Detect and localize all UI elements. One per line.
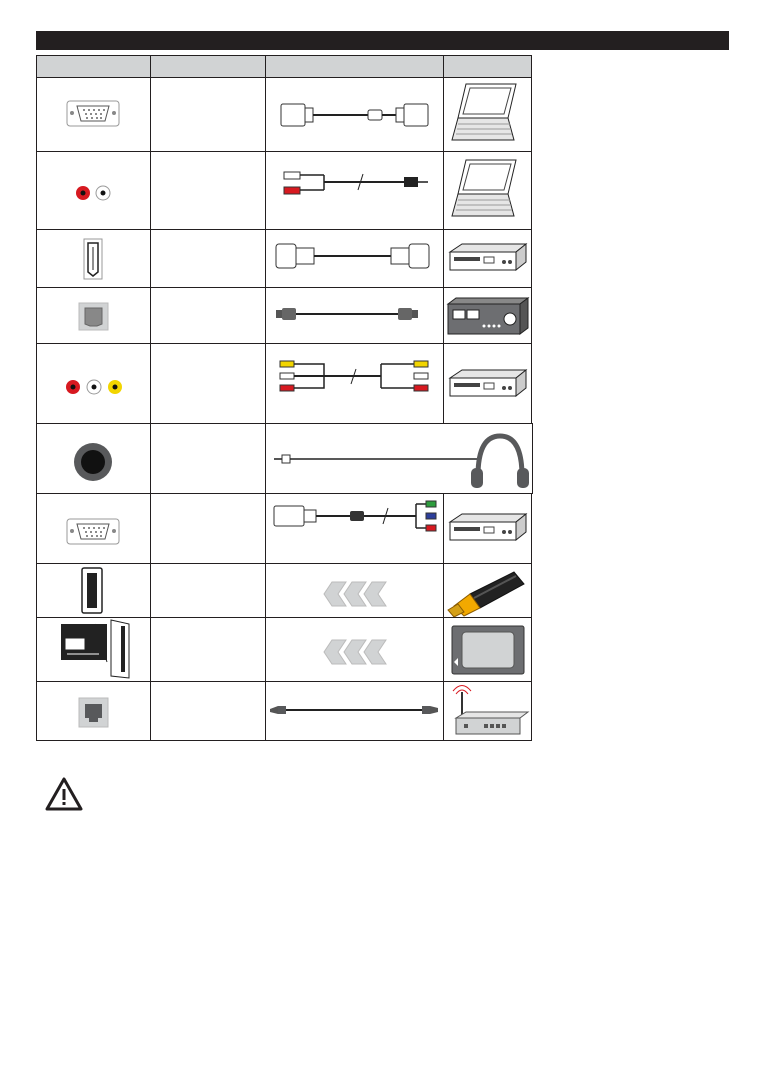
vga-to-component-cable-icon — [266, 494, 443, 563]
table-row-type — [150, 563, 266, 618]
table-row-type — [150, 423, 266, 494]
table-row-cable — [265, 287, 444, 344]
warning-note — [44, 776, 84, 812]
table-row-device — [443, 493, 532, 564]
rca-av-cable-icon — [266, 344, 443, 423]
table-row-device — [443, 343, 532, 424]
table-row-connector — [36, 493, 151, 564]
usb-flash-drive-icon — [444, 564, 531, 617]
wireless-router-icon — [444, 682, 531, 740]
laptop-icon — [444, 78, 531, 151]
table-row-type — [150, 77, 266, 152]
usb-port-icon — [37, 564, 150, 617]
table-row-connector — [36, 77, 151, 152]
table-row-cable — [265, 151, 444, 230]
vga-cable-icon — [266, 78, 443, 151]
table-row-connector — [36, 617, 151, 682]
column-header-cables — [265, 55, 444, 78]
column-header-type — [150, 55, 266, 78]
vga-port-icon — [37, 494, 150, 563]
table-row-device — [443, 287, 532, 344]
column-header-device — [443, 55, 532, 78]
connection-table — [36, 55, 533, 741]
table-row-connector — [36, 287, 151, 344]
rca-to-jack-cable-icon — [266, 152, 443, 229]
composite-av-inputs-icon — [37, 344, 150, 423]
optical-spdif-port-icon — [37, 288, 150, 343]
table-row-device — [443, 617, 532, 682]
header-bar — [36, 31, 729, 50]
audio-amplifier-icon — [444, 288, 531, 343]
table-row-cable — [265, 617, 444, 682]
dvd-recorder-icon — [444, 344, 531, 423]
warning-triangle-icon — [44, 776, 84, 812]
insert-arrows-icon — [266, 618, 443, 681]
table-row-device — [443, 563, 532, 618]
table-row-cable — [265, 681, 444, 741]
table-row-type — [150, 493, 266, 564]
table-row-connector — [36, 563, 151, 618]
hdmi-port-icon — [37, 230, 150, 287]
hdmi-cable-icon — [266, 230, 443, 287]
table-row-device — [443, 151, 532, 230]
table-row-connector — [36, 681, 151, 741]
table-row-device — [443, 229, 532, 288]
column-header-connector — [36, 55, 151, 78]
table-row-type — [150, 681, 266, 741]
table-row-device — [443, 681, 532, 741]
ethernet-port-icon — [37, 682, 150, 740]
table-row-connector — [36, 229, 151, 288]
optical-audio-cable-icon — [266, 288, 443, 343]
table-row-type — [150, 229, 266, 288]
insert-arrows-icon — [266, 564, 443, 617]
table-row-device — [443, 77, 532, 152]
ci-slot-tv-icon — [37, 618, 150, 681]
table-row-cable — [265, 493, 444, 564]
dvd-recorder-icon — [444, 230, 531, 287]
table-row-connector — [36, 423, 151, 494]
headphone-jack-icon — [37, 424, 150, 493]
headphone-cable-icon — [266, 424, 532, 493]
table-row-cable — [265, 423, 533, 494]
headphones-icon — [471, 436, 529, 488]
table-row-type — [150, 343, 266, 424]
table-row-cable — [265, 77, 444, 152]
table-row-cable — [265, 343, 444, 424]
table-row-cable — [265, 229, 444, 288]
dvd-recorder-icon — [444, 494, 531, 563]
table-row-type — [150, 151, 266, 230]
table-row-type — [150, 617, 266, 682]
table-row-cable — [265, 563, 444, 618]
table-row-connector — [36, 343, 151, 424]
vga-port-icon — [37, 78, 150, 151]
cam-module-icon — [444, 618, 531, 681]
ethernet-cable-icon — [266, 682, 443, 740]
table-row-connector — [36, 151, 151, 230]
laptop-icon — [444, 152, 531, 229]
rca-audio-inputs-icon — [37, 152, 150, 229]
table-row-type — [150, 287, 266, 344]
